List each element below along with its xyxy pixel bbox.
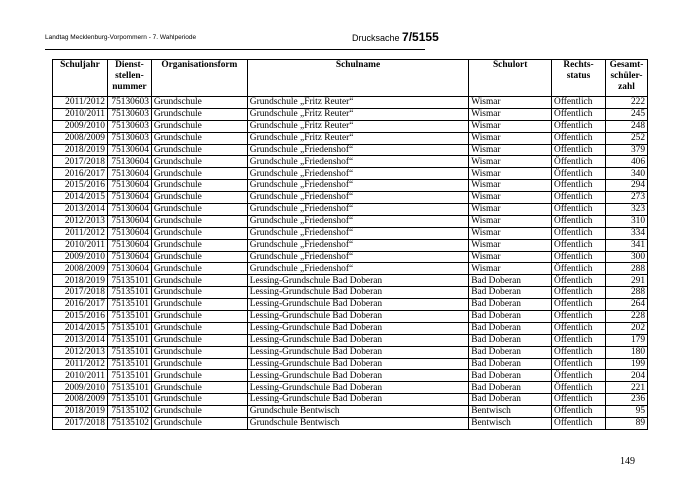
school-data-table	[52, 59, 648, 430]
header-line: nummer	[112, 82, 147, 92]
cell-organisationsform: Grundschule	[151, 239, 247, 251]
cell-dienststellennummer: 75130604	[107, 251, 151, 263]
cell-schuljahr: 2017/2018	[53, 156, 108, 168]
header-line: Gesamt-	[609, 60, 644, 70]
cell-schulort: Wismar	[469, 215, 552, 227]
cell-organisationsform: Grundschule	[151, 346, 247, 358]
cell-rechtsstatus: Öffentlich	[552, 120, 606, 132]
cell-schulname: Grundschule Bentwisch	[247, 406, 468, 418]
cell-schuljahr: 2010/2011	[53, 239, 108, 251]
cell-gesamtschuelerzahl: 310	[605, 215, 647, 227]
cell-gesamtschuelerzahl: 379	[605, 144, 647, 156]
cell-gesamtschuelerzahl: 236	[605, 394, 647, 406]
cell-schuljahr: 2012/2013	[53, 346, 108, 358]
cell-schulort: Bad Doberan	[469, 334, 552, 346]
cell-schuljahr: 2009/2010	[53, 251, 108, 263]
cell-rechtsstatus: Öffentlich	[552, 132, 606, 144]
cell-dienststellennummer: 75130604	[107, 192, 151, 204]
cell-rechtsstatus: Öffentlich	[552, 204, 606, 216]
cell-schulort: Wismar	[469, 168, 552, 180]
cell-organisationsform: Grundschule	[151, 204, 247, 216]
cell-schulort: Bentwisch	[469, 406, 552, 418]
cell-organisationsform: Grundschule	[151, 299, 247, 311]
header-line: zahl	[618, 82, 635, 92]
cell-schuljahr: 2011/2012	[53, 97, 108, 109]
cell-rechtsstatus: Öffentlich	[552, 394, 606, 406]
cell-dienststellennummer: 75130603	[107, 120, 151, 132]
cell-rechtsstatus: Öffentlich	[552, 275, 606, 287]
cell-gesamtschuelerzahl: 180	[605, 346, 647, 358]
cell-schulort: Wismar	[469, 156, 552, 168]
cell-dienststellennummer: 75135101	[107, 358, 151, 370]
cell-rechtsstatus: Öffentlich	[552, 168, 606, 180]
cell-organisationsform: Grundschule	[151, 287, 247, 299]
col-organisationsform-header	[151, 60, 247, 97]
header-line: Schuljahr	[60, 60, 100, 70]
cell-schulname: Grundschule „Fritz Reuter“	[247, 108, 468, 120]
table-row	[53, 120, 648, 132]
cell-rechtsstatus: Öffentlich	[552, 227, 606, 239]
cell-schulname: Lessing-Grundschule Bad Doberan	[247, 275, 468, 287]
cell-gesamtschuelerzahl: 95	[605, 406, 647, 418]
table-row	[53, 334, 648, 346]
table-row	[53, 192, 648, 204]
cell-organisationsform: Grundschule	[151, 97, 247, 109]
cell-dienststellennummer: 75135101	[107, 275, 151, 287]
cell-organisationsform: Grundschule	[151, 382, 247, 394]
cell-organisationsform: Grundschule	[151, 275, 247, 287]
cell-gesamtschuelerzahl: 273	[605, 192, 647, 204]
document-number: 7/5155	[402, 30, 439, 44]
cell-gesamtschuelerzahl: 204	[605, 370, 647, 382]
table-row	[53, 156, 648, 168]
cell-schulort: Wismar	[469, 251, 552, 263]
cell-organisationsform: Grundschule	[151, 334, 247, 346]
cell-rechtsstatus: Öffentlich	[552, 382, 606, 394]
cell-gesamtschuelerzahl: 252	[605, 132, 647, 144]
cell-schuljahr: 2012/2013	[53, 215, 108, 227]
cell-gesamtschuelerzahl: 294	[605, 180, 647, 192]
cell-gesamtschuelerzahl: 288	[605, 263, 647, 275]
cell-dienststellennummer: 75130604	[107, 156, 151, 168]
cell-organisationsform: Grundschule	[151, 132, 247, 144]
table-row	[53, 144, 648, 156]
table-row	[53, 346, 648, 358]
table-row	[53, 168, 648, 180]
table-row	[53, 322, 648, 334]
cell-dienststellennummer: 75130604	[107, 180, 151, 192]
cell-gesamtschuelerzahl: 288	[605, 287, 647, 299]
cell-organisationsform: Grundschule	[151, 227, 247, 239]
cell-organisationsform: Grundschule	[151, 215, 247, 227]
cell-rechtsstatus: Öffentlich	[552, 97, 606, 109]
cell-schulname: Grundschule „Fritz Reuter“	[247, 132, 468, 144]
table-row	[53, 263, 648, 275]
cell-gesamtschuelerzahl: 341	[605, 239, 647, 251]
cell-schuljahr: 2015/2016	[53, 180, 108, 192]
cell-dienststellennummer: 75130604	[107, 239, 151, 251]
cell-gesamtschuelerzahl: 264	[605, 299, 647, 311]
cell-organisationsform: Grundschule	[151, 180, 247, 192]
cell-schulort: Bad Doberan	[469, 394, 552, 406]
cell-rechtsstatus: Öffentlich	[552, 370, 606, 382]
cell-schulname: Lessing-Grundschule Bad Doberan	[247, 334, 468, 346]
cell-schuljahr: 2017/2018	[53, 418, 108, 430]
header-document-reference	[352, 30, 439, 44]
cell-schulort: Wismar	[469, 144, 552, 156]
table-row	[53, 227, 648, 239]
cell-schulort: Bad Doberan	[469, 358, 552, 370]
cell-gesamtschuelerzahl: 202	[605, 322, 647, 334]
header-line: Schulname	[335, 60, 381, 70]
table-row	[53, 311, 648, 323]
cell-schulname: Grundschule „Friedenshof“	[247, 180, 468, 192]
table-row	[53, 180, 648, 192]
cell-schulname: Grundschule „Friedenshof“	[247, 263, 468, 275]
cell-organisationsform: Grundschule	[151, 251, 247, 263]
cell-schulort: Bad Doberan	[469, 346, 552, 358]
cell-dienststellennummer: 75135101	[107, 382, 151, 394]
cell-schulname: Grundschule „Friedenshof“	[247, 215, 468, 227]
cell-rechtsstatus: Öffentlich	[552, 311, 606, 323]
table-row	[53, 132, 648, 144]
table-row	[53, 108, 648, 120]
cell-dienststellennummer: 75135101	[107, 394, 151, 406]
cell-gesamtschuelerzahl: 340	[605, 168, 647, 180]
cell-rechtsstatus: Öffentlich	[552, 287, 606, 299]
table-row	[53, 275, 648, 287]
table-body	[53, 97, 648, 430]
cell-organisationsform: Grundschule	[151, 322, 247, 334]
cell-schulname: Lessing-Grundschule Bad Doberan	[247, 370, 468, 382]
cell-schulort: Wismar	[469, 108, 552, 120]
cell-organisationsform: Grundschule	[151, 144, 247, 156]
cell-schuljahr: 2010/2011	[53, 370, 108, 382]
cell-gesamtschuelerzahl: 248	[605, 120, 647, 132]
cell-schuljahr: 2008/2009	[53, 132, 108, 144]
cell-schulort: Wismar	[469, 132, 552, 144]
cell-organisationsform: Grundschule	[151, 311, 247, 323]
header-line: status	[566, 71, 591, 81]
cell-gesamtschuelerzahl: 179	[605, 334, 647, 346]
cell-schulname: Grundschule „Friedenshof“	[247, 144, 468, 156]
cell-rechtsstatus: Öffentlich	[552, 215, 606, 227]
cell-organisationsform: Grundschule	[151, 358, 247, 370]
cell-schuljahr: 2016/2017	[53, 299, 108, 311]
table-row	[53, 97, 648, 109]
cell-organisationsform: Grundschule	[151, 156, 247, 168]
table-header-row	[53, 60, 648, 97]
cell-gesamtschuelerzahl: 199	[605, 358, 647, 370]
cell-schulort: Bad Doberan	[469, 370, 552, 382]
cell-rechtsstatus: Öffentlich	[552, 144, 606, 156]
cell-organisationsform: Grundschule	[151, 108, 247, 120]
cell-dienststellennummer: 75135101	[107, 322, 151, 334]
cell-schuljahr: 2013/2014	[53, 204, 108, 216]
cell-schulname: Grundschule „Friedenshof“	[247, 227, 468, 239]
header-line: stellen-	[115, 71, 144, 81]
cell-schulort: Bad Doberan	[469, 322, 552, 334]
table-row	[53, 215, 648, 227]
cell-dienststellennummer: 75135102	[107, 418, 151, 430]
cell-dienststellennummer: 75135101	[107, 346, 151, 358]
cell-gesamtschuelerzahl: 221	[605, 382, 647, 394]
cell-dienststellennummer: 75130604	[107, 168, 151, 180]
cell-schulort: Bad Doberan	[469, 299, 552, 311]
cell-schuljahr: 2008/2009	[53, 394, 108, 406]
cell-schuljahr: 2018/2019	[53, 144, 108, 156]
cell-schuljahr: 2018/2019	[53, 275, 108, 287]
cell-rechtsstatus: Öffentlich	[552, 192, 606, 204]
header-line: Dienst-	[115, 60, 144, 70]
cell-schuljahr: 2016/2017	[53, 168, 108, 180]
cell-schulname: Lessing-Grundschule Bad Doberan	[247, 322, 468, 334]
document-label: Drucksache	[352, 33, 400, 43]
cell-rechtsstatus: Öffentlich	[552, 263, 606, 275]
cell-organisationsform: Grundschule	[151, 192, 247, 204]
cell-dienststellennummer: 75135101	[107, 311, 151, 323]
cell-schulname: Grundschule „Fritz Reuter“	[247, 97, 468, 109]
cell-rechtsstatus: Öffentlich	[552, 418, 606, 430]
cell-schulort: Wismar	[469, 180, 552, 192]
header-line: Rechts-	[563, 60, 594, 70]
cell-schuljahr: 2017/2018	[53, 287, 108, 299]
cell-schulname: Lessing-Grundschule Bad Doberan	[247, 287, 468, 299]
col-gesamtschuelerzahl-header	[605, 60, 647, 97]
cell-gesamtschuelerzahl: 89	[605, 418, 647, 430]
cell-rechtsstatus: Öffentlich	[552, 358, 606, 370]
table-row	[53, 299, 648, 311]
cell-organisationsform: Grundschule	[151, 168, 247, 180]
cell-organisationsform: Grundschule	[151, 263, 247, 275]
cell-schulname: Grundschule Bentwisch	[247, 418, 468, 430]
cell-rechtsstatus: Öffentlich	[552, 180, 606, 192]
cell-schulort: Bentwisch	[469, 418, 552, 430]
cell-organisationsform: Grundschule	[151, 394, 247, 406]
cell-schulort: Wismar	[469, 120, 552, 132]
cell-schuljahr: 2008/2009	[53, 263, 108, 275]
cell-dienststellennummer: 75130604	[107, 227, 151, 239]
cell-organisationsform: Grundschule	[151, 370, 247, 382]
cell-schulort: Wismar	[469, 192, 552, 204]
cell-schulort: Wismar	[469, 97, 552, 109]
cell-schulname: Lessing-Grundschule Bad Doberan	[247, 346, 468, 358]
cell-schulname: Grundschule „Friedenshof“	[247, 204, 468, 216]
cell-dienststellennummer: 75130603	[107, 132, 151, 144]
col-schuljahr-header	[53, 60, 108, 97]
header-line: Schulort	[492, 60, 528, 70]
cell-dienststellennummer: 75130603	[107, 97, 151, 109]
cell-schuljahr: 2014/2015	[53, 192, 108, 204]
cell-schulname: Lessing-Grundschule Bad Doberan	[247, 382, 468, 394]
cell-rechtsstatus: Öffentlich	[552, 299, 606, 311]
cell-dienststellennummer: 75135101	[107, 334, 151, 346]
cell-schulname: Grundschule „Friedenshof“	[247, 192, 468, 204]
header-parliament-title: Landtag Mecklenburg-Vorpommern - 7. Wahlperiode	[45, 34, 197, 41]
cell-rechtsstatus: Öffentlich	[552, 322, 606, 334]
cell-organisationsform: Grundschule	[151, 418, 247, 430]
cell-schulname: Grundschule „Friedenshof“	[247, 168, 468, 180]
cell-schuljahr: 2009/2010	[53, 382, 108, 394]
cell-schuljahr: 2018/2019	[53, 406, 108, 418]
col-dienststellennummer-header	[107, 60, 151, 97]
cell-gesamtschuelerzahl: 228	[605, 311, 647, 323]
cell-schuljahr: 2011/2012	[53, 358, 108, 370]
cell-gesamtschuelerzahl: 406	[605, 156, 647, 168]
table-row	[53, 370, 648, 382]
cell-dienststellennummer: 75130603	[107, 108, 151, 120]
table-row	[53, 394, 648, 406]
cell-schulname: Grundschule „Friedenshof“	[247, 239, 468, 251]
cell-dienststellennummer: 75130604	[107, 215, 151, 227]
cell-rechtsstatus: Öffentlich	[552, 108, 606, 120]
cell-schulname: Lessing-Grundschule Bad Doberan	[247, 311, 468, 323]
cell-rechtsstatus: Öffentlich	[552, 239, 606, 251]
header-line: schüler-	[610, 71, 643, 81]
header-rule	[45, 49, 425, 50]
cell-gesamtschuelerzahl: 323	[605, 204, 647, 216]
cell-schulname: Lessing-Grundschule Bad Doberan	[247, 394, 468, 406]
cell-schulort: Wismar	[469, 239, 552, 251]
cell-schulname: Grundschule „Friedenshof“	[247, 156, 468, 168]
table-row	[53, 204, 648, 216]
cell-gesamtschuelerzahl: 291	[605, 275, 647, 287]
table-row	[53, 382, 648, 394]
table-row	[53, 406, 648, 418]
cell-organisationsform: Grundschule	[151, 120, 247, 132]
cell-rechtsstatus: Öffentlich	[552, 334, 606, 346]
cell-gesamtschuelerzahl: 334	[605, 227, 647, 239]
table-row	[53, 418, 648, 430]
col-schulort-header	[469, 60, 552, 97]
cell-dienststellennummer: 75130604	[107, 144, 151, 156]
cell-schulname: Lessing-Grundschule Bad Doberan	[247, 299, 468, 311]
header-line: Organisationsform	[161, 60, 238, 70]
cell-organisationsform: Grundschule	[151, 406, 247, 418]
cell-schulort: Wismar	[469, 227, 552, 239]
cell-gesamtschuelerzahl: 245	[605, 108, 647, 120]
cell-schulort: Wismar	[469, 263, 552, 275]
cell-schulort: Bad Doberan	[469, 311, 552, 323]
cell-schulname: Lessing-Grundschule Bad Doberan	[247, 358, 468, 370]
cell-schulort: Bad Doberan	[469, 382, 552, 394]
cell-schuljahr: 2010/2011	[53, 108, 108, 120]
cell-rechtsstatus: Öffentlich	[552, 156, 606, 168]
cell-gesamtschuelerzahl: 222	[605, 97, 647, 109]
page-number: 149	[620, 456, 635, 467]
table-row	[53, 358, 648, 370]
cell-schulort: Wismar	[469, 204, 552, 216]
cell-rechtsstatus: Öffentlich	[552, 406, 606, 418]
cell-schulort: Bad Doberan	[469, 287, 552, 299]
cell-schulort: Bad Doberan	[469, 275, 552, 287]
cell-dienststellennummer: 75135102	[107, 406, 151, 418]
cell-dienststellennummer: 75135101	[107, 287, 151, 299]
cell-schuljahr: 2014/2015	[53, 322, 108, 334]
cell-schuljahr: 2009/2010	[53, 120, 108, 132]
table-row	[53, 251, 648, 263]
table-row	[53, 239, 648, 251]
cell-dienststellennummer: 75130604	[107, 263, 151, 275]
cell-rechtsstatus: Öffentlich	[552, 346, 606, 358]
cell-dienststellennummer: 75135101	[107, 299, 151, 311]
cell-schuljahr: 2015/2016	[53, 311, 108, 323]
cell-schuljahr: 2013/2014	[53, 334, 108, 346]
cell-dienststellennummer: 75130604	[107, 204, 151, 216]
cell-dienststellennummer: 75135101	[107, 370, 151, 382]
cell-schulname: Grundschule „Fritz Reuter“	[247, 120, 468, 132]
col-schulname-header	[247, 60, 468, 97]
cell-rechtsstatus: Öffentlich	[552, 251, 606, 263]
cell-schuljahr: 2011/2012	[53, 227, 108, 239]
cell-schulname: Grundschule „Friedenshof“	[247, 251, 468, 263]
table-row	[53, 287, 648, 299]
cell-gesamtschuelerzahl: 300	[605, 251, 647, 263]
col-rechtsstatus-header	[552, 60, 606, 97]
